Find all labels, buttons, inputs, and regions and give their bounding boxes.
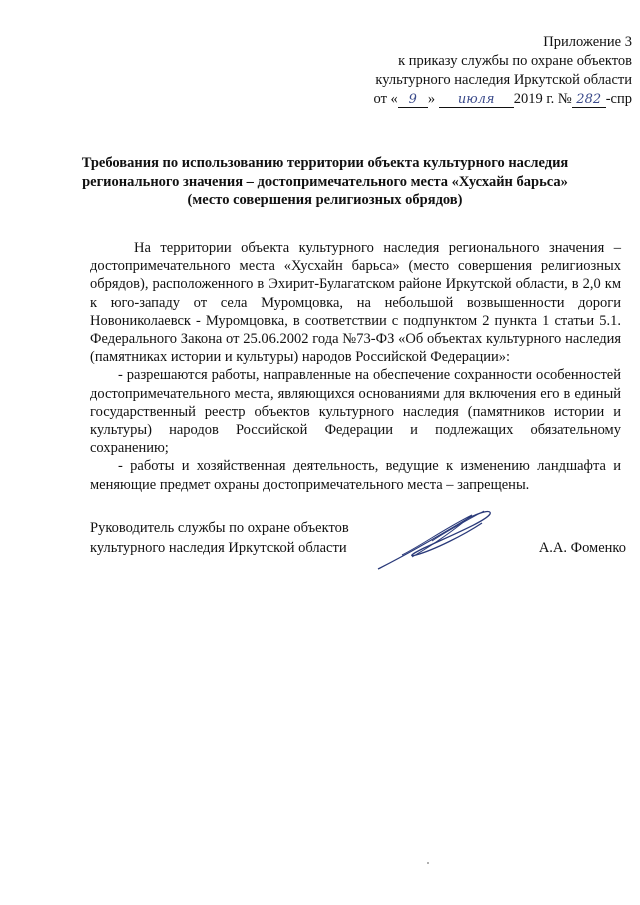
order-month-handwritten: июля bbox=[439, 93, 514, 108]
appendix-header bbox=[302, 33, 632, 109]
signatory-position bbox=[90, 518, 349, 558]
order-date-prefix: от « bbox=[373, 91, 398, 107]
body-paragraph: На территории объекта культурного наследия регионального значения – достопримечательного места «Хусхайн барьса» (место совершения религиозных обрядов), расположенного в Эхирит-Булагатском районе Иркутской области, в 2,0 км к юго-западу от села Муромцовка, на небольшой возвышенности дороги Новониколаевск - Муромцовка, в соответствии с подпунктом 2 пункта 1 статьи 5.1. Федерального Закона от 25.06.2002 года №73-ФЗ «Об объектах культурного наследия (памятниках истории и культуры) народов Российской Федерации»: bbox=[90, 240, 621, 366]
appendix-label: Приложение 3 bbox=[543, 34, 632, 50]
order-date-line bbox=[302, 90, 632, 109]
signatory-position-line1: Руководитель службы по охране объектов bbox=[90, 520, 349, 536]
order-reference-line1: к приказу службы по охране объектов bbox=[398, 53, 632, 69]
title-line-3: (место совершения религиозных обрядов) bbox=[187, 192, 463, 208]
document-body bbox=[90, 239, 621, 494]
document-title bbox=[60, 154, 590, 210]
signatory-position-line2: культурного наследия Иркутской области bbox=[90, 540, 347, 556]
title-line-1: Требования по использованию территории объекта культурного наследия bbox=[81, 155, 569, 171]
prohibited-works-item: - работы и хозяйственная деятельность, ведущие к изменению ландшафта и меняющие предмет охраны достопримечательного места – запрещены. bbox=[90, 458, 621, 493]
order-reference-line2: культурного наследия Иркутской области bbox=[375, 72, 632, 88]
order-year: 2019 г. № bbox=[513, 91, 572, 107]
order-number-handwritten: 282 bbox=[572, 93, 606, 108]
signatory-name: А.А. Фоменко bbox=[538, 540, 626, 556]
order-day-handwritten: 9 bbox=[398, 93, 428, 108]
scan-speck bbox=[427, 862, 429, 864]
permitted-works-item: - разрешаются работы, направленные на обеспечение сохранности особенностей достопримечательного места, являющихся основаниями для включения его в единый государственный реестр объектов культурного наследия (памятников истории и культуры) народов Российской Федерации и подлежащих обязательному сохранению; bbox=[90, 367, 621, 457]
handwritten-signature bbox=[372, 505, 502, 575]
title-line-2: регионального значения – достопримечательного места «Хусхайн барьса» bbox=[82, 173, 568, 190]
order-date-mid: » bbox=[427, 91, 436, 107]
order-number-suffix: -спр bbox=[605, 91, 632, 107]
